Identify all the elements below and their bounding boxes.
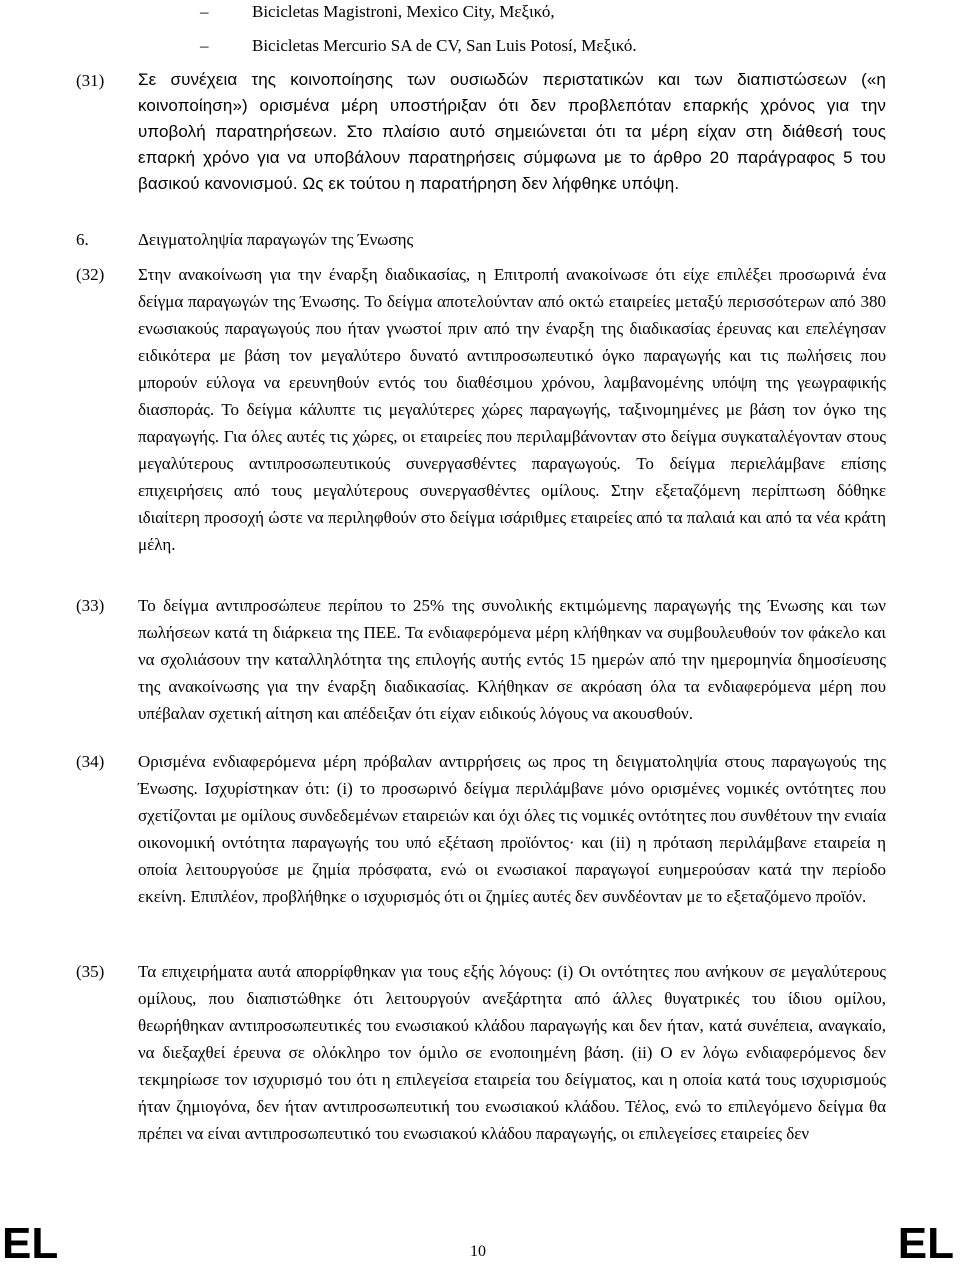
paragraph-33	[76, 592, 886, 727]
section-title: Δειγματοληψία παραγωγών της Ένωσης	[138, 230, 414, 249]
paragraph-31	[76, 67, 886, 197]
paragraph-text: Τα επιχειρήματα αυτά απορρίφθηκαν για τους εξής λόγους: (i) Οι οντότητες που ανήκουν σε μεγαλύτερους ομίλους, που διαπιστώθηκε ότι λειτουργούν ανεξάρτητα από άλλες θυγατρικές του ίδιου ομίλου, θεωρήθηκαν αντιπροσωπευτικές του ενωσιακού κλάδου παραγωγής και δεν ήταν, κατά συνέπεια, αναγκαίο, να διεξαχθεί έρευνα σε ολόκληρο τον όμιλο σε ενοποιημένη βάση. (ii) Ο εν λόγω ενδιαφερόμενος δεν τεκμηρίωσε τον ισχυρισμό του ότι η επιλεγείσα εταιρεία του δείγματος, και η οποία κατά τους ισχυρισμούς ήταν ζημιογόνα, δεν ήταν αντιπροσωπευτική του ενωσιακού κλάδου. Τέλος, ενώ το επιλεγόμενο δείγμα θα πρέπει να είναι αντιπροσωπευτικό του ενωσιακού κλάδου παραγωγής, οι επιλεγείσες εταιρείες δεν	[138, 962, 886, 1143]
dash-list-item	[200, 34, 900, 58]
paragraph-text: Στην ανακοίνωση για την έναρξη διαδικασίας, η Επιτροπή ανακοίνωσε ότι είχε επιλέξει προσωρινά ένα δείγμα παραγωγών της Ένωσης. Το δείγμα αποτελούνταν από οκτώ εταιρείες μεταξύ περισσότερων από 380 ενωσιακούς παραγωγούς που ήταν γνωστοί πριν από την έναρξη της διαδικασίας έρευνας και επελέγησαν ειδικότερα με βάση τον μεγαλύτερο δυνατό αντιπροσωπευτικό όγκο παραγωγής και τις πωλήσεις που μπορούν εύλογα να ερευνηθούν εντός του διαθέσιμου χρόνου, λαμβανομένης υπόψη της γεωγραφικής διασποράς. Το δείγμα κάλυπτε τις μεγαλύτερες χώρες παραγωγής, ταξινομημένες με βάση τον όγκο της παραγωγής. Για όλες αυτές τις χώρες, οι εταιρείες που περιλαμβάνονταν στο δείγμα συγκαταλέγονταν στους μεγαλύτερους αντιπροσωπευτικούς συνεργασθέντες παραγωγούς. Το δείγμα περιελάμβανε επίσης επιχειρήσεις από τους μεγαλύτερους συνεργασθέντες ομίλους. Στην εξεταζόμενη περίπτωση δόθηκε ιδιαίτερη προσοχή ώστε να περιληφθούν στο δείγμα ισάριθμες εταιρείες από τα παλαιά και από τα νέα κράτη μέλη.	[138, 265, 886, 554]
dash-marker: –	[200, 36, 209, 55]
paragraph-number: (34)	[76, 752, 105, 771]
paragraph-text: Ορισμένα ενδιαφερόμενα μέρη πρόβαλαν αντιρρήσεις ως προς τη δειγματοληψία στους παραγωγούς της Ένωσης. Ισχυρίστηκαν ότι: (i) το προσωρινό δείγμα περιλάμβανε μόνο ορισμένες νομικές οντότητες που σχετίζονται με ομίλους συνδεδεμένων εταιρειών και όχι όλες τις νομικές οντότητες που συνθέτουν την ενιαία οικονομική οντότητα παραγωγής του υπό εξέταση προϊόντος· και (ii) η πρόταση περιλάμβανε εταιρεία η οποία λειτουργούσε με ζημία πρόσφατα, ενώ οι ενωσιακοί παραγωγοί ευημερούσαν κατά την περίοδο εκείνη. Επιπλέον, προβλήθηκε ο ισχυρισμός ότι οι ζημίες αυτές δεν συνδέονταν με το εξεταζόμενο προϊόν.	[138, 752, 886, 906]
section-number: 6.	[76, 230, 89, 249]
page-number: 10	[470, 1243, 486, 1260]
dash-item-text: Bicicletas Magistroni, Mexico City, Μεξικό,	[252, 2, 555, 21]
language-code-left: EL	[2, 1219, 59, 1268]
paragraph-32	[76, 261, 886, 558]
paragraph-text: Το δείγμα αντιπροσώπευε περίπου το 25% της συνολικής εκτιμώμενης παραγωγής της Ένωσης και των πωλήσεων κατά τη διάρκεια της ΠΕΕ. Τα ενδιαφερόμενα μέρη κλήθηκαν να συμβουλευθούν τον φάκελο και να σχολιάσουν την καταλληλότητα της επιλογής αυτής εντός 15 ημερών από την ημερομηνία δημοσίευσης της ανακοίνωσης για την έναρξη διαδικασίας. Κλήθηκαν σε ακρόαση όλα τα ενδιαφερόμενα μέρη που υπέβαλαν σχετική αίτηση και απέδειξαν ότι είχαν ειδικούς λόγους να ακουσθούν.	[138, 596, 886, 723]
paragraph-number: (32)	[76, 265, 105, 284]
paragraph-35	[76, 958, 886, 1147]
section-heading	[76, 227, 886, 253]
paragraph-34	[76, 748, 886, 910]
paragraph-number: (35)	[76, 962, 105, 981]
dash-marker: –	[200, 2, 209, 21]
dash-list-item	[200, 0, 900, 24]
dash-item-text: Bicicletas Mercurio SA de CV, San Luis Potosí, Μεξικό.	[252, 36, 637, 55]
paragraph-text: Σε συνέχεια της κοινοποίησης των ουσιωδών περιστατικών και των διαπιστώσεων («η κοινοποίηση») ορισμένα μέρη υποστήριξαν ότι δεν προβλεπόταν επαρκής χρόνος για την υποβολή παρατηρήσεων. Στο πλαίσιο αυτό σημειώνεται ότι τα μέρη είχαν στη διάθεσή τους επαρκή χρόνο για να υποβάλουν παρατηρήσεις σύμφωνα με το άρθρο 20 παράγραφος 5 του βασικού κανονισμού. Ως εκ τούτου η παρατήρηση δεν λήφθηκε υπόψη.	[138, 70, 886, 193]
language-code-right: EL	[897, 1219, 954, 1268]
paragraph-number: (33)	[76, 596, 105, 615]
paragraph-number: (31)	[76, 71, 105, 90]
